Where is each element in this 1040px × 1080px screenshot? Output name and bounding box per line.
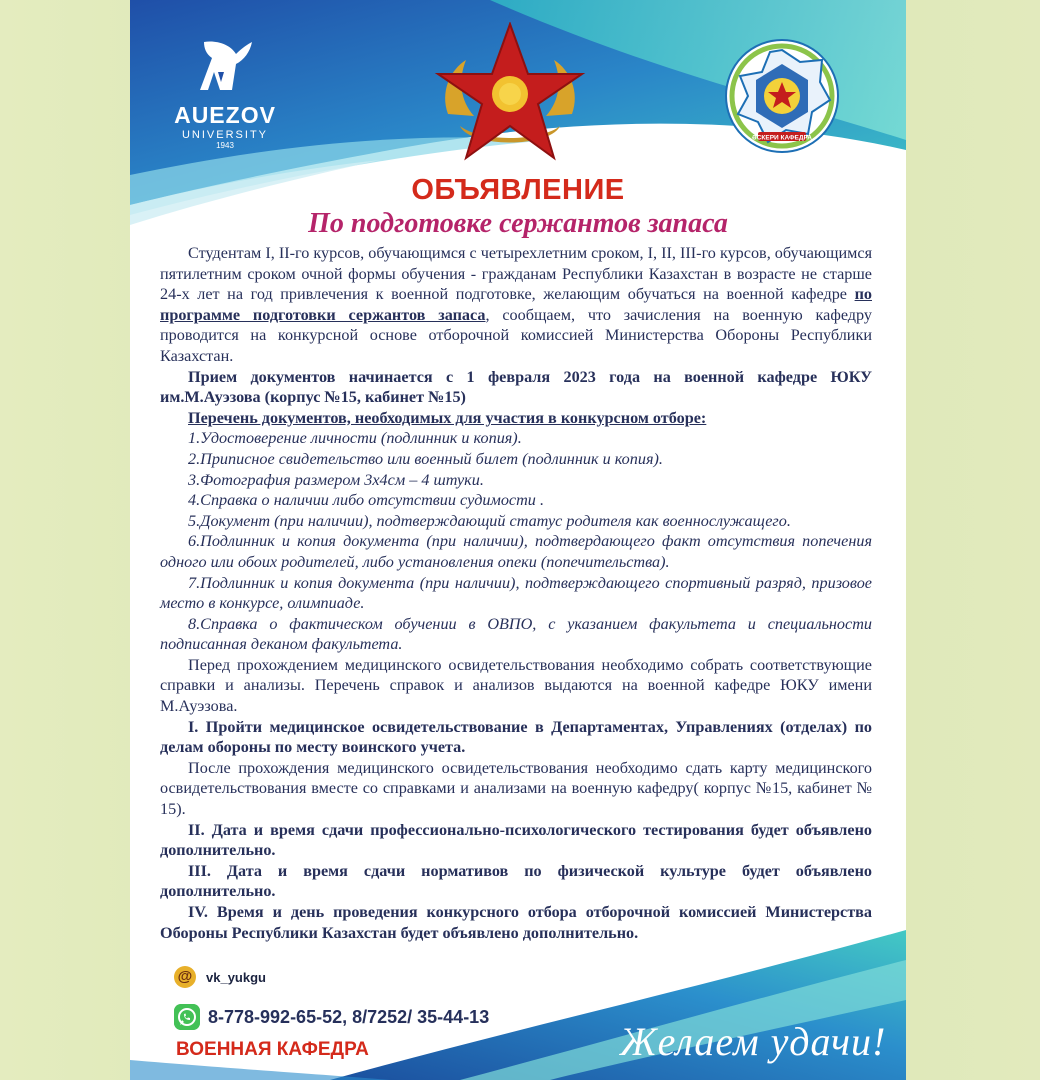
medical-note: Перед прохождением медицинского освидетельствования необходимо собрать соответствующие справки и анализы. Перечень справок и анализов выдаются на военной кафедре ЮКУ имени М.Ауэзова. — [160, 655, 872, 716]
intro-paragraph — [160, 243, 872, 367]
reception-paragraph: Прием документов начинается с 1 февраля 2023 года на военной кафедре ЮКУ им.М.Ауэзова (корпус №15, кабинет №15) — [160, 367, 872, 407]
red-star-emblem-icon — [430, 22, 590, 168]
doc-item-5: 5.Документ (при наличии), подтверждающий статус родителя как военнослужащего. — [188, 511, 791, 530]
good-luck-wish: Желаем удачи! — [620, 1019, 887, 1064]
seal-caption: ӘСКЕРИ КАФЕДРА — [751, 134, 813, 142]
doc-item-8: 8.Справка о фактическом обучении в ОВПО, с указанием факультета и специальности подписанная деканом факультета. — [160, 614, 872, 654]
docs-heading: Перечень документов, необходимых для участия в конкурсном отборе: — [188, 408, 707, 427]
announcement-title: ОБЪЯВЛЕНИЕ — [411, 174, 625, 206]
intro-part2: , сообщаем, что зачисления на военную кафедру проводится на конкурсной основе отборочной комиссией Министерства Обороны Республики Казахстан. — [160, 305, 872, 365]
university-name: AUEZOV — [174, 102, 276, 128]
university-subtitle: UNIVERSITY — [181, 129, 268, 141]
doc-item-2: 2.Приписное свидетельство или военный билет (подлинник и копия). — [188, 449, 663, 468]
announcement-subtitle: По подготовке сержантов запаса — [308, 208, 728, 239]
phone-numbers[interactable]: 8-778-992-65-52, 8/7252/ 35-44-13 — [208, 1006, 490, 1027]
phone-contact — [174, 1004, 489, 1030]
instagram-handle[interactable]: vk_yukgu — [206, 969, 266, 985]
university-year: 1943 — [216, 141, 234, 150]
department-name: ВОЕННАЯ КАФЕДРА — [176, 1039, 369, 1060]
doc-item-1: 1.Удостоверение личности (подлинник и копия). — [188, 429, 522, 448]
step-4: IV. Время и день проведения конкурсного отбора отборочной комиссией Министерства Обороны Республики Казахстан будет объявлено дополнительно. — [160, 903, 872, 942]
announcement-poster — [130, 0, 906, 1080]
instagram-contact — [174, 966, 266, 988]
university-wing-icon — [196, 38, 254, 100]
whatsapp-icon — [174, 1004, 200, 1030]
intro-part1: Студентам I, II-го курсов, обучающимся с четырехлетним сроком, I, II, III-го курсов, обучающимся пятилетним сроком очной формы обучения - гражданам Республики Казахстан в возрасте не старше 24-х лет на год привлечения к военной подготовке, желающим обучаться на военной кафедре — [160, 244, 873, 304]
doc-item-7: 7.Подлинник и копия документа (при наличии), подтверждающего спортивный разряд, призовое место в конкурсе, олимпиаде. — [160, 573, 872, 613]
doc-item-3: 3.Фотография размером 3х4см – 4 штуки. — [188, 470, 484, 489]
step-3: III. Дата и время сдачи нормативов по физической культуре будет объявлено дополнительно. — [160, 861, 872, 901]
step-2: II. Дата и время сдачи профессионально-психологического тестирования будет объявлено дополнительно. — [160, 820, 872, 860]
doc-item-4: 4.Справка о наличии либо отсутствии судимости . — [188, 491, 544, 510]
intro-program: по программе подготовки сержантов запаса — [160, 285, 872, 324]
university-logo — [150, 38, 300, 150]
after-medical-note: После прохождения медицинского освидетельствования необходимо сдать карту медицинского освидетельствования вместе со справками и анализами на военную кафедру( корпус №15, кабинет № 15). — [160, 758, 872, 819]
doc-item-6: 6.Подлинник и копия документа (при наличии), подтвердающего факт отсутствия попечения одного или обоих родителей, либо установления опеки (попечительства). — [160, 532, 872, 571]
announcement-body — [160, 243, 872, 943]
military-department-seal-icon — [724, 38, 840, 154]
step-1: I. Пройти медицинское освидетельствование в Департаментах, Управлениях (отделах) по делам обороны по месту воинского учета. — [160, 717, 872, 757]
at-sign-icon: @ — [174, 966, 196, 988]
